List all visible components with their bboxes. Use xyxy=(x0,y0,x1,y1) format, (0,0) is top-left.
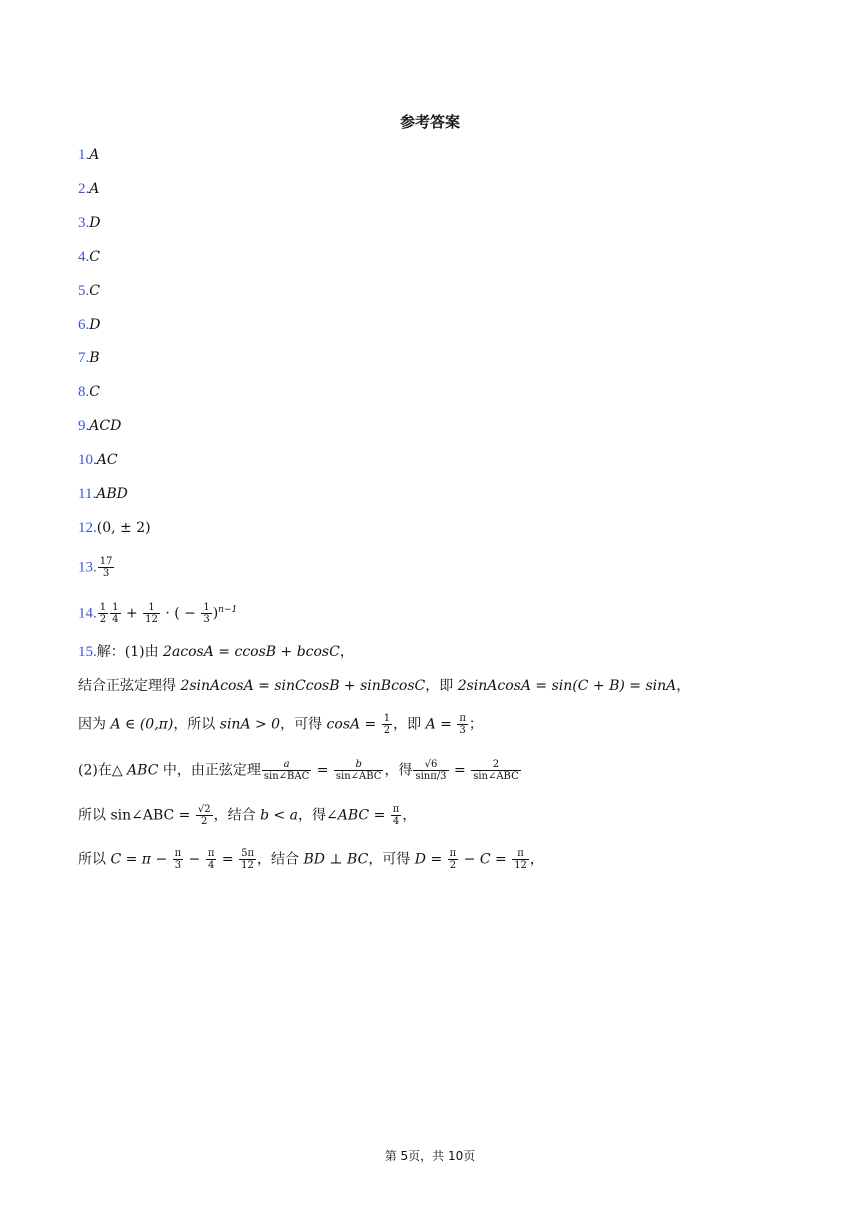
answer-5 xyxy=(78,281,100,301)
answer-value: D xyxy=(89,215,101,231)
answer-12 xyxy=(78,518,151,538)
answer-value: D xyxy=(89,317,101,333)
answer-value: A xyxy=(89,181,100,197)
answer-11 xyxy=(78,484,128,504)
answer-value: ACD xyxy=(89,418,122,434)
solution-line-3: 因为 A ∈ (0,π)，所以 sinA > 0，可得 cosA = $\frac{1}{2}$ ，即 A = $\frac{\pi}{3}$ ； xyxy=(78,713,483,736)
answer-13 xyxy=(78,556,115,579)
answer-2 xyxy=(78,179,99,199)
answer-6 xyxy=(78,315,100,335)
answer-number: 11. xyxy=(78,486,97,502)
page-title: 参考答案 xyxy=(399,113,460,131)
answer-number: 9. xyxy=(78,418,90,434)
answer-value: C xyxy=(89,283,100,299)
answer-8 xyxy=(78,382,100,402)
answer-number: 3. xyxy=(78,215,90,231)
answer-number: 14. xyxy=(78,605,97,622)
solution-line-2: 结合正弦定理得 2sinAcosA = sinCcosB + sinBcosC，即 2sinAcosA = sin(C + B) = sinA， xyxy=(78,678,691,694)
answer-number: 5. xyxy=(78,283,90,299)
answer-3 xyxy=(78,213,100,233)
answer-value: A xyxy=(89,147,100,163)
answer-9 xyxy=(78,416,121,436)
answer-value: ABD xyxy=(96,486,128,502)
page-footer: 第 5页，共 10页 xyxy=(384,1149,476,1163)
fraction: $\frac{17}{3}$ xyxy=(99,556,113,579)
answer-number: 10. xyxy=(78,452,97,468)
answer-value: (0, ± 2) xyxy=(96,520,151,536)
answer-number: 7. xyxy=(78,350,90,366)
solution-line-1: 15.解：(1)由 2acosA = ccosB + bcosC， xyxy=(78,644,354,660)
answer-value: AC xyxy=(96,452,118,468)
answer-1 xyxy=(78,145,99,165)
answer-number: 15. xyxy=(78,644,97,660)
answer-value: B xyxy=(89,350,100,366)
solution-line-4: (2)在△ ABC 中，由正弦定理 $\frac{a}{\text{sin∠BAC}}$ = $\frac{b}{\text{sin∠ABC}}$ ，得 $\frac{√6}{\sin\pi/3}$ = $\frac{2}{\text{sin∠ABC}}$ xyxy=(78,759,519,782)
answer-number: 2. xyxy=(78,181,90,197)
solution-line-5: 所以 sin∠ABC = $\frac{√2}{2}$ ，结合 b < a，得∠ABC = $\frac{\pi}{4}$ ， xyxy=(78,804,417,827)
answer-number: 4. xyxy=(78,249,90,265)
answer-number: 6. xyxy=(78,317,90,333)
answer-10 xyxy=(78,450,118,470)
solution-line-6: 所以 C = π − $\frac{\pi}{3}$ − $\frac{\pi}{4}$ = $\frac{5\pi}{12}$ ，结合 BD ⊥ BC，可得 D = $\frac{\pi}{2}$ − C = $\frac{\pi}{12}$ ， xyxy=(78,848,544,871)
answer-4 xyxy=(78,247,100,267)
answer-7 xyxy=(78,348,100,368)
answer-number: 12. xyxy=(78,520,97,536)
answer-number: 13. xyxy=(78,559,97,576)
answer-number: 1. xyxy=(78,147,90,163)
answer-14: 14. $\frac{1}{2}$ $\frac{1}{4}$ + $\frac{1}{12}$ · ( − $\frac{1}{3}$ )$^{n-1}$ xyxy=(78,602,238,626)
answer-value: C xyxy=(89,249,100,265)
answer-value: C xyxy=(89,384,100,400)
answer-number: 8. xyxy=(78,384,90,400)
